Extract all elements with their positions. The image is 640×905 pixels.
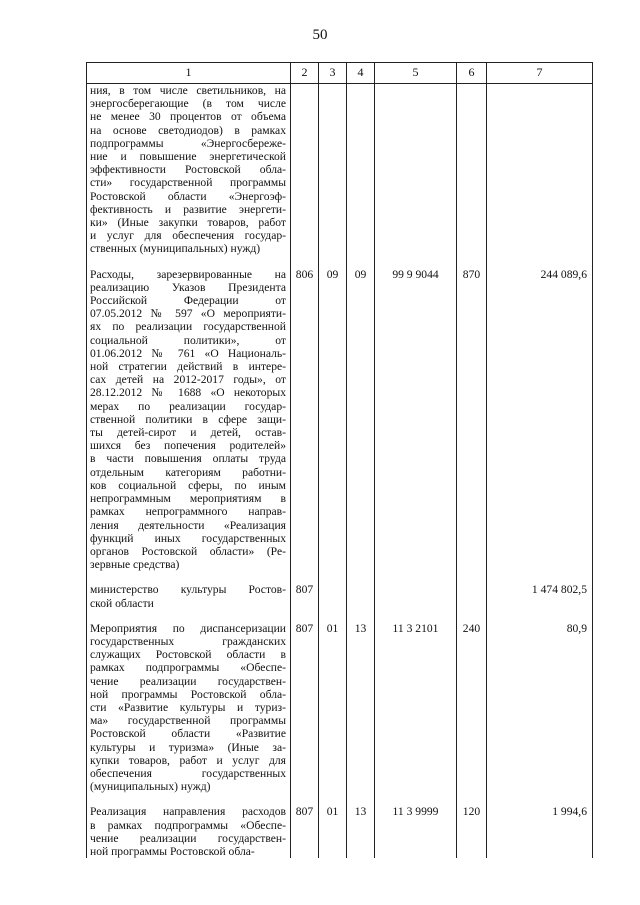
spacer-cell [375,256,457,268]
cell-c7 [487,84,593,256]
table-row [87,84,593,256]
table-body [87,84,593,859]
spacer-cell [487,610,593,622]
description-line: 07.05.2012 № 597 «О мероприяти- [90,307,286,321]
description-line: энергосберегающие (в том числе [90,97,286,111]
spacer-cell [347,256,375,268]
description-line: 01.06.2012 № 761 «О Националь- [90,346,286,360]
row-spacer [87,793,593,805]
spacer-cell [87,256,291,268]
description-line: Расходы, зарезервированные на [90,267,286,281]
description-line: обеспечения государственных [90,766,286,780]
row-description [87,84,291,256]
column-header: 2 [291,63,319,84]
description-line: культуры и туризма» (Иные за- [90,740,286,754]
cell-c6: 120 [457,805,487,858]
cell-c4: 13 [347,622,375,794]
column-header: 5 [375,63,457,84]
description-line: государственных гражданских [90,634,286,648]
spacer-cell [319,571,347,583]
spacer-cell [87,793,291,805]
description-line: 28.12.2012 № 1688 «О некоторых [90,386,286,400]
description-line: рамках подпрограммы «Обеспе- [90,661,286,675]
description-line: подпрограммы «Энергосбереже- [90,136,286,150]
description-line: шихся без попечения родителей» [90,439,286,453]
description-line: сах детей на 2012-2017 годы», от [90,373,286,387]
description-line: зервные средства) [90,558,180,572]
budget-table [86,62,593,858]
row-description [87,268,291,572]
description-line: социальной политики», от [90,333,286,347]
cell-c6 [457,84,487,256]
row-description [87,622,291,794]
description-line: ние и повышение энергетической [90,150,286,164]
description-line: сти «Развитие культуры и туриз- [90,700,286,714]
spacer-cell [291,610,319,622]
description-line: Российской Федерации от [90,294,286,308]
cell-c5: 11 3 2101 [375,622,457,794]
row-description [87,805,291,858]
description-line: ной программы Ростовской обла- [90,687,286,701]
description-line: мерах по реализации государ- [90,399,286,413]
column-header: 7 [487,63,593,84]
spacer-cell [347,793,375,805]
description-line: чение реализации государствен- [90,831,286,845]
description-line: министерство культуры Ростов- [90,583,286,597]
description-line: фективность и развитие энергети- [90,202,286,216]
cell-c3 [319,583,347,609]
cell-c7: 80,9 [487,622,593,794]
cell-c3 [319,84,347,256]
description-line: рамках непрограммного направ- [90,505,286,519]
cell-c6: 240 [457,622,487,794]
table-row [87,268,593,572]
description-line: сти» государственной программы [90,176,286,190]
spacer-cell [319,610,347,622]
cell-c2: 807 [291,583,319,609]
cell-c5: 11 3 9999 [375,805,457,858]
description-line: и услуг для обеспечения государ- [90,229,286,243]
spacer-cell [291,793,319,805]
description-line: ской области [90,596,154,610]
cell-c3: 01 [319,805,347,858]
table-row [87,622,593,794]
row-spacer [87,571,593,583]
cell-c5: 99 9 9044 [375,268,457,572]
description-line: Мероприятия по диспансеризации [90,621,286,635]
cell-c2: 807 [291,622,319,794]
spacer-cell [375,793,457,805]
column-header: 6 [457,63,487,84]
description-line: ственной политики в сфере защи- [90,412,286,426]
spacer-cell [347,571,375,583]
description-line: реализацию Указов Президента [90,280,286,294]
description-line: в рамках подпрограммы «Обеспе- [90,818,286,832]
spacer-cell [375,610,457,622]
cell-c4 [347,583,375,609]
cell-c4: 13 [347,805,375,858]
description-line: ты детей-сирот и детей, остав- [90,426,286,440]
spacer-cell [457,610,487,622]
cell-c2 [291,84,319,256]
description-line: органов Ростовской области» (Ре- [90,544,286,558]
description-line: Ростовской области «Развитие [90,727,286,741]
spacer-cell [457,571,487,583]
cell-c5 [375,84,457,256]
description-line: (муниципальных) нужд) [90,780,211,794]
spacer-cell [375,571,457,583]
description-line: функций иных государственных [90,531,286,545]
cell-c6: 870 [457,268,487,572]
spacer-cell [87,571,291,583]
row-spacer [87,610,593,622]
table-header-row [87,63,593,84]
description-line: ях по реализации государственной [90,320,286,334]
column-header: 4 [347,63,375,84]
page-number: 50 [312,27,328,43]
description-line: чение реализации государствен- [90,674,286,688]
description-line: на основе светодиодов) в рамках [90,123,286,137]
cell-c3: 01 [319,622,347,794]
description-line: отдельным категориям работни- [90,465,286,479]
cell-c2: 806 [291,268,319,572]
description-line: ственных (муниципальных) нужд) [90,242,261,256]
spacer-cell [487,256,593,268]
spacer-cell [319,256,347,268]
table-row [87,805,593,858]
description-line: не менее 30 процентов от объема [90,110,286,124]
description-line: непрограммным мероприятиям в [90,492,286,506]
spacer-cell [291,256,319,268]
description-line: служащих Ростовской области в [90,648,286,662]
description-line: Ростовской области «Энергоэф- [90,189,286,203]
spacer-cell [347,610,375,622]
spacer-cell [487,793,593,805]
cell-c7: 1 994,6 [487,805,593,858]
cell-c7: 244 089,6 [487,268,593,572]
spacer-cell [457,256,487,268]
cell-c2: 807 [291,805,319,858]
table-row [87,583,593,609]
description-line: в части повышения оплаты труда [90,452,286,466]
description-line: ки» (Иные закупки товаров, работ [90,216,286,230]
cell-c3: 09 [319,268,347,572]
description-line: купки товаров, работ и услуг для [90,753,286,767]
spacer-cell [319,793,347,805]
description-line: ма» государственной программы [90,714,286,728]
cell-c7: 1 474 802,5 [487,583,593,609]
cell-c4 [347,84,375,256]
column-header: 3 [319,63,347,84]
cell-c6 [457,583,487,609]
spacer-cell [291,571,319,583]
description-line: ков социальной сферы, по иным [90,478,286,492]
row-description [87,583,291,609]
row-spacer [87,256,593,268]
cell-c5 [375,583,457,609]
description-line: эффективности Ростовской обла- [90,163,286,177]
spacer-cell [87,610,291,622]
description-line: ления деятельности «Реализация [90,518,286,532]
description-line: ной стратегии действий в интере- [90,360,286,374]
cell-c4: 09 [347,268,375,572]
description-line: ной программы Ростовской обла- [90,844,255,858]
description-line: ния, в том числе светильников, на [90,84,286,97]
description-line: Реализация направления расходов [90,805,286,819]
spacer-cell [487,571,593,583]
spacer-cell [457,793,487,805]
column-header: 1 [87,63,291,84]
